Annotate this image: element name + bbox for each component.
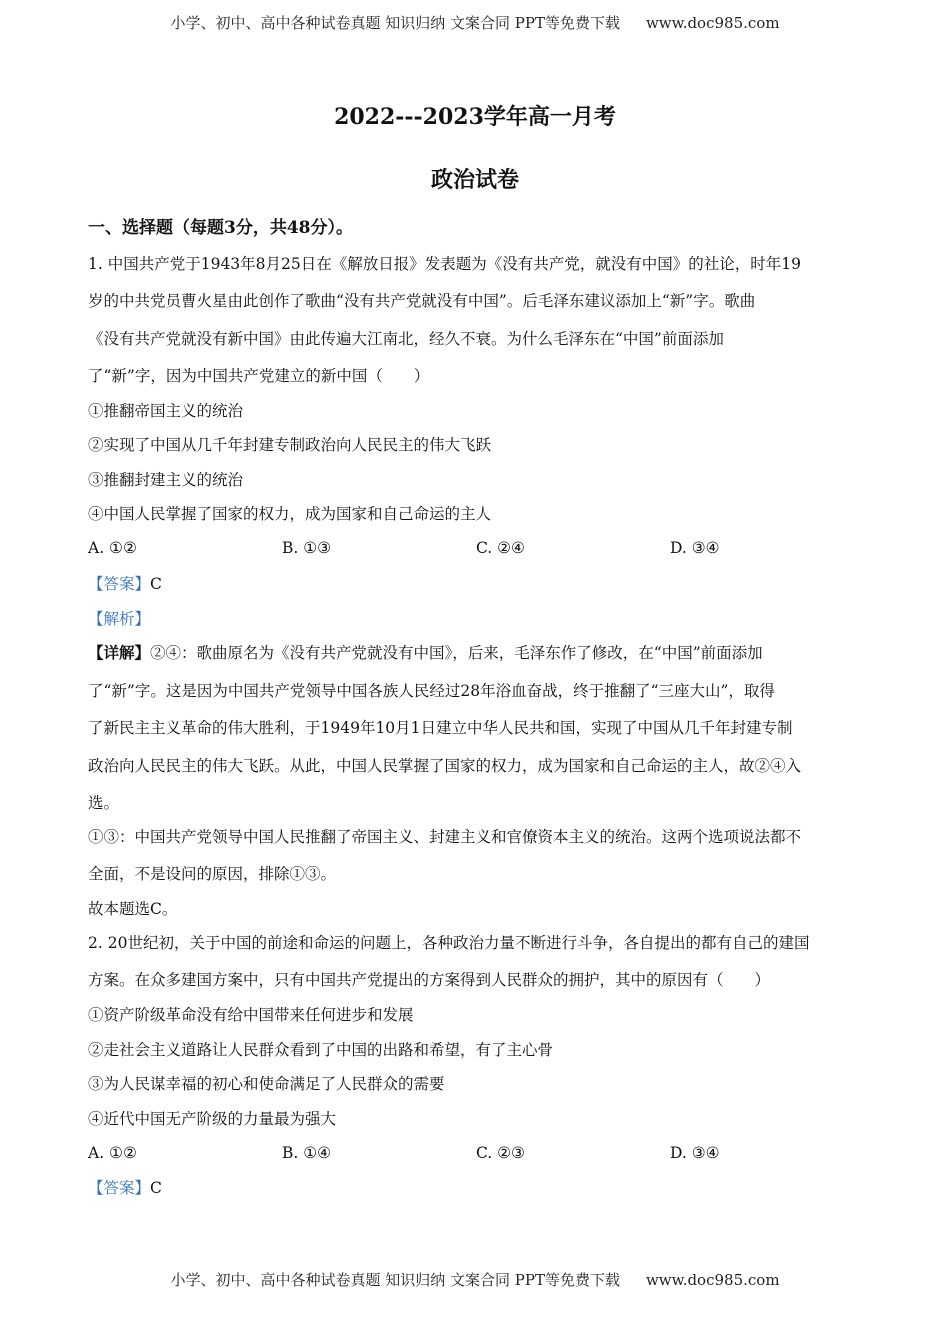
exam-title: 2022---2023学年高一月考	[334, 104, 616, 130]
detail-label: 【详解】	[88, 643, 151, 662]
footer-site[interactable]: www.doc985.com	[645, 1271, 780, 1289]
answer-value: C	[150, 575, 162, 593]
q1-detail-line: 故本题选C。	[88, 900, 178, 918]
q1-item: ①推翻帝国主义的统治	[88, 402, 244, 420]
q1-option-b: B. ①③	[282, 539, 332, 557]
q1-stem-line: 了“新”字，因为中国共产党建立的新中国（ ）	[88, 367, 430, 385]
q1-detail-line: 政治向人民民主的伟大飞跃。从此，中国人民掌握了国家的权力，成为国家和自己命运的主人，故②④入	[88, 757, 802, 775]
q2-option-a: A. ①②	[88, 1144, 137, 1162]
q2-options	[88, 1143, 868, 1163]
q1-option-d: D. ③④	[670, 539, 720, 557]
q1-options	[88, 538, 868, 558]
q2-item: ①资产阶级革命没有给中国带来任何进步和发展	[88, 1006, 414, 1024]
q1-detail-line: 全面，不是设问的原因，排除①③。	[88, 865, 337, 883]
q2-item: ③为人民谋幸福的初心和使命满足了人民群众的需要	[88, 1075, 445, 1093]
q1-detail-line: 了“新”字。这是因为中国共产党领导中国各族人民经过28年浴血奋战，终于推翻了“三座大山”，取得	[88, 682, 775, 700]
q1-item: ③推翻封建主义的统治	[88, 471, 244, 489]
q1-answer	[88, 574, 162, 594]
q1-stem-line: 1. 中国共产党于1943年8月25日在《解放日报》发表题为《没有共产党，就没有中国》的社论，时年19	[88, 255, 801, 273]
q1-detail-line: 了新民主主义革命的伟大胜利，于1949年10月1日建立中华人民共和国，实现了中国从几千年封建专制	[88, 719, 793, 737]
answer-label: 【答案】	[88, 1179, 151, 1197]
analysis-label: 【解析】	[88, 610, 151, 628]
q2-item: ②走社会主义道路让人民群众看到了中国的出路和希望，有了主心骨	[88, 1041, 554, 1059]
q2-answer	[88, 1178, 162, 1198]
q2-option-d: D. ③④	[670, 1144, 720, 1162]
page-footer	[0, 1269, 950, 1290]
q2-item: ④近代中国无产阶级的力量最为强大	[88, 1110, 337, 1128]
q1-item: ②实现了中国从几千年封建专制政治向人民民主的伟大飞跃	[88, 436, 492, 454]
section-heading: 一、选择题（每题3分，共48分）。	[88, 218, 353, 238]
q2-stem-line: 方案。在众多建国方案中，只有中国共产党提出的方案得到人民群众的拥护，其中的原因有（ ）	[88, 971, 771, 989]
q2-stem-line: 2. 20世纪初，关于中国的前途和命运的问题上，各种政治力量不断进行斗争，各自提出的都有自己的建国	[88, 934, 810, 952]
q1-detail-line: 选。	[88, 794, 120, 812]
q2-option-b: B. ①④	[282, 1144, 332, 1162]
q1-stem-line: 岁的中共党员曹火星由此创作了歌曲“没有共产党就没有中国”。后毛泽东建议添加上“新”字。歌曲	[88, 292, 756, 310]
header-text: 小学、初中、高中各种试卷真题 知识归纳 文案合同 PPT等免费下载	[170, 14, 620, 32]
footer-text: 小学、初中、高中各种试卷真题 知识归纳 文案合同 PPT等免费下载	[170, 1271, 620, 1289]
q2-option-c: C. ②③	[476, 1144, 525, 1162]
answer-label: 【答案】	[88, 575, 151, 593]
q1-stem-line: 《没有共产党就没有新中国》由此传遍大江南北，经久不衰。为什么毛泽东在“中国”前面添加	[88, 330, 724, 348]
q1-item: ④中国人民掌握了国家的权力，成为国家和自己命运的主人	[88, 505, 492, 523]
exam-subtitle: 政治试卷	[430, 167, 519, 193]
header-site[interactable]: www.doc985.com	[645, 14, 780, 32]
page-header	[0, 12, 950, 33]
answer-value: C	[150, 1179, 162, 1197]
q1-option-c: C. ②④	[476, 539, 525, 557]
q1-detail-line: ①③：中国共产党领导中国人民推翻了帝国主义、封建主义和官僚资本主义的统治。这两个选项说法都不	[88, 828, 802, 846]
q1-detail-line	[88, 643, 763, 663]
q1-option-a: A. ①②	[88, 539, 137, 557]
detail-text: ②④：歌曲原名为《没有共产党就没有中国》，后来，毛泽东作了修改，在“中国”前面添加	[150, 644, 763, 662]
